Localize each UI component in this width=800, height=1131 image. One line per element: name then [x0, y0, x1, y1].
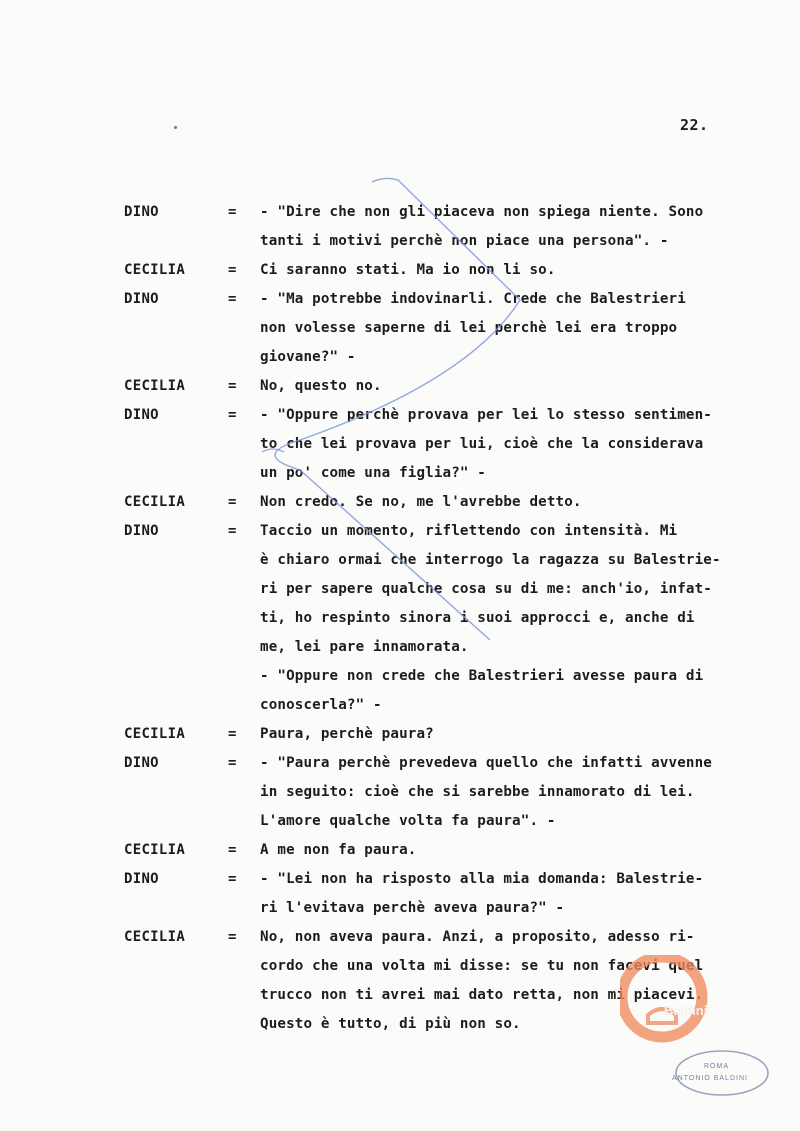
speaker-name: CECILIA	[124, 494, 186, 510]
dialogue-text	[260, 720, 784, 749]
text-line: ri l'evitava perchè aveva paura?" -	[260, 900, 565, 916]
text-line: - "Dire che non gli piaceva non spiega niente. Sono	[260, 204, 704, 220]
text-line: Non credo. Se no, me l'avrebbe detto.	[260, 494, 582, 510]
dialogue-entry	[124, 256, 784, 285]
dialogue-entry	[124, 401, 784, 488]
text-line: - "Oppure non crede che Balestrieri avesse paura di	[260, 668, 704, 684]
text-line: ri per sapere qualche cosa su di me: anch'io, infat-	[260, 581, 712, 597]
separator: =	[228, 378, 237, 394]
dialogue-entry	[124, 749, 784, 836]
dialogue-text	[260, 198, 784, 256]
text-line: non volesse saperne di lei perchè lei era troppo	[260, 320, 678, 336]
dialogue-entry	[124, 517, 784, 720]
stamp-oval-text-top: ROMA	[704, 1063, 729, 1070]
separator: =	[228, 726, 237, 742]
text-line: Questo è tutto, di più non so.	[260, 1016, 521, 1032]
text-line: me, lei pare innamorata.	[260, 639, 469, 655]
text-line: No, non aveva paura. Anzi, a proposito, adesso ri-	[260, 929, 695, 945]
text-line: Ci saranno stati. Ma io non li so.	[260, 262, 556, 278]
dialogue-text	[260, 517, 784, 720]
dialogue-text	[260, 749, 784, 836]
text-line: è chiaro ormai che interrogo la ragazza su Balestrie-	[260, 552, 721, 568]
paper-speck	[174, 126, 177, 129]
text-line: conoscerla?" -	[260, 697, 382, 713]
text-line: A me non fa paura.	[260, 842, 417, 858]
text-line: Paura, perchè paura?	[260, 726, 434, 742]
dialogue-entry	[124, 372, 784, 401]
dialogue-text	[260, 372, 784, 401]
dialogue-entry	[124, 198, 784, 256]
text-line: in seguito: cioè che si sarebbe innamorato di lei.	[260, 784, 695, 800]
text-line: - "Lei non ha risposto alla mia domanda: Balestrie-	[260, 871, 704, 887]
speaker-name: DINO	[124, 407, 159, 423]
dialogue-entry	[124, 865, 784, 923]
text-line: - "Oppure perchè provava per lei lo stesso sentimen-	[260, 407, 712, 423]
speaker-name: DINO	[124, 204, 159, 220]
dialogue-entry	[124, 285, 784, 372]
text-line: tanti i motivi perchè non piace una persona". -	[260, 233, 669, 249]
dialogue-text	[260, 865, 784, 923]
text-line: - "Ma potrebbe indovinarli. Crede che Balestrieri	[260, 291, 686, 307]
text-line: L'amore qualche volta fa paura". -	[260, 813, 556, 829]
separator: =	[228, 262, 237, 278]
text-line: - "Paura perchè prevedeva quello che infatti avvenne	[260, 755, 712, 771]
separator: =	[228, 842, 237, 858]
speaker-name: CECILIA	[124, 262, 186, 278]
text-line: ti, ho respinto sinora i suoi approcci e, anche di	[260, 610, 695, 626]
text-line: to che lei provava per lui, cioè che la considerava	[260, 436, 704, 452]
speaker-name: DINO	[124, 871, 159, 887]
dialogue-text	[260, 285, 784, 372]
dialogue-entry	[124, 488, 784, 517]
speaker-name: CECILIA	[124, 842, 186, 858]
baldini-archive-stamp	[620, 955, 770, 1105]
speaker-name: DINO	[124, 755, 159, 771]
speaker-name: CECILIA	[124, 929, 186, 945]
text-line: giovane?" -	[260, 349, 356, 365]
separator: =	[228, 494, 237, 510]
dialogue-text	[260, 401, 784, 488]
dialogue-entry	[124, 836, 784, 865]
separator: =	[228, 523, 237, 539]
dialogue-text	[260, 256, 784, 285]
baldini-logo-text: Baldini	[664, 1003, 708, 1018]
speaker-name: DINO	[124, 523, 159, 539]
speaker-name: CECILIA	[124, 378, 186, 394]
separator: =	[228, 871, 237, 887]
separator: =	[228, 755, 237, 771]
dialogue-entry	[124, 720, 784, 749]
separator: =	[228, 204, 237, 220]
dialogue-script	[124, 198, 784, 1039]
text-line: No, questo no.	[260, 378, 382, 394]
speaker-name: DINO	[124, 291, 159, 307]
text-line: Taccio un momento, riflettendo con intensità. Mi	[260, 523, 678, 539]
dialogue-text	[260, 836, 784, 865]
text-line: cordo che una volta mi disse: se tu non facevi quel	[260, 958, 704, 974]
dialogue-text	[260, 488, 784, 517]
text-line: un po' come una figlia?" -	[260, 465, 486, 481]
text-line: trucco non ti avrei mai dato retta, non mi piacevi.	[260, 987, 704, 1003]
page-number: 22.	[680, 116, 709, 134]
speaker-name: CECILIA	[124, 726, 186, 742]
separator: =	[228, 291, 237, 307]
separator: =	[228, 407, 237, 423]
separator: =	[228, 929, 237, 945]
stamp-oval-text-bottom: ANTONIO BALDINI	[672, 1075, 748, 1082]
